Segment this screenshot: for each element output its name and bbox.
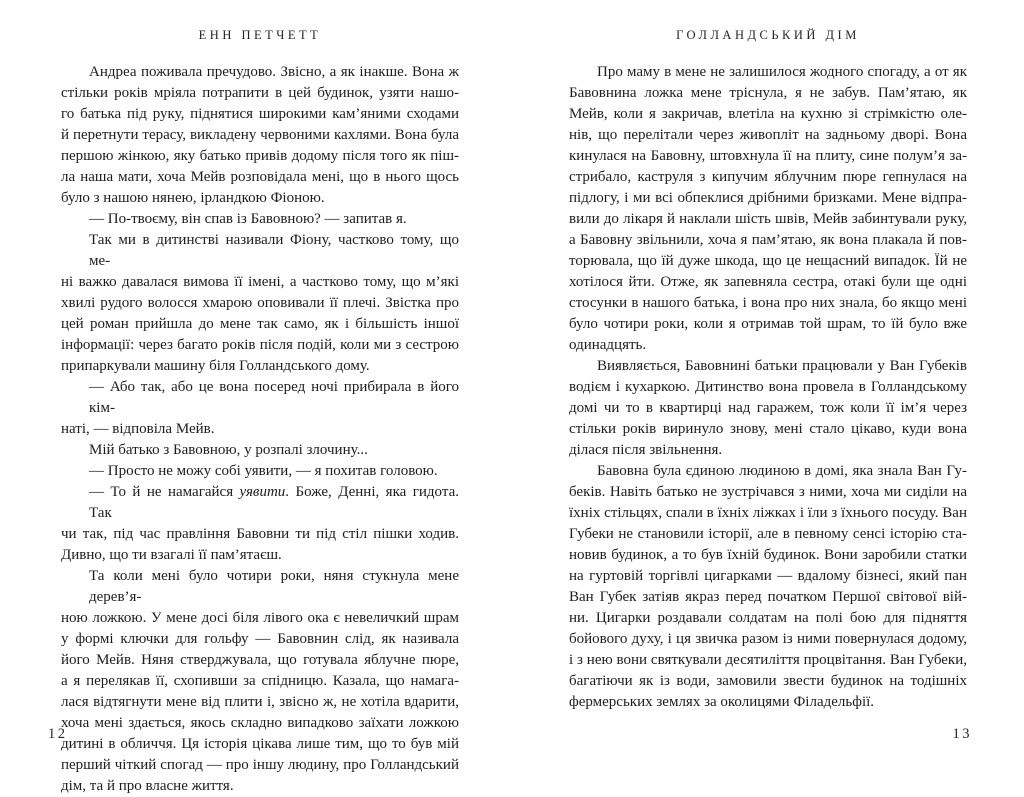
text-line: Мейв, коли я закричав, влетіла на кухню зі стрімкістю оле- (569, 106, 967, 122)
text-line: Губеки не становили історії, але в певному сенсі історію ста- (569, 526, 967, 542)
running-head-title: ГОЛЛАНДСЬКИЙ ДІМ (676, 28, 860, 42)
text-line: дім, та й про власне життя. (61, 778, 234, 794)
body-text-left (61, 62, 459, 797)
text-line: наті, — відповіла Мейв. (61, 421, 215, 437)
text-line: Мій батько з Бавовною, у розпалі злочину... (89, 442, 368, 458)
text-line: бойового духу, і ця звичка разом із ними повернулася додому, (569, 631, 967, 647)
text-line: стільки років виринуло знову, мені стало цікаво, куди вона (569, 421, 967, 437)
text-line: Виявляється, Бавовнині батьки працювали у Ван Губеків (597, 358, 967, 374)
text-line: — То й не намагайся уявити. Боже, Денні, яка гидота. Так (89, 484, 459, 521)
text-line: й перетнути терасу, викладену червоними кахлями. Вона була (61, 127, 459, 143)
text-line: на гуртовій торгівлі цигарками — вдалому бізнесі, який пан (569, 568, 967, 584)
text-line: беків. Навіть батько не зустрічався з ними, хоча ми сиділи на (569, 484, 967, 500)
text-line: було чотири роки, коли я отримав той шрам, то їй було вже (569, 316, 967, 332)
text-line: Бавовнина ложка мене тріснула, я не забув. Пам’ятаю, як (569, 85, 967, 101)
text-line: торювала, що їй дуже шкода, що це нещасний випадок. Їй не (569, 253, 967, 269)
text-line: ною ложкою. У мене досі біля лівого ока є невеличкий шрам (61, 610, 459, 626)
text-line: лася відтягнути мене від плити і, звісно ж, не хотіла вдарити, (61, 694, 459, 710)
text-line: і з нею вони святкували десятиліття процвітання. Ван Губеки, (569, 652, 967, 668)
text-line: чи так, під час правління Бавовни ти під стіл пішки ходив. (61, 526, 459, 542)
book-page-right (569, 0, 972, 768)
text-line: а Бавовну звільнили, хоча я пам’ятаю, як вона плакала й пов- (569, 232, 967, 248)
text-line: нів, що перелітали через живопліт на задньому дворі. Вона (569, 127, 967, 143)
text-line: хотілося йти. Отже, як запевняла сестра, отакі були ще одні (569, 274, 967, 290)
text-line: кинулася на Бавовну, штовхнула її на плиту, сине полум’я за- (569, 148, 967, 164)
text-line: ні важко давалася вимова її імені, а частково тому, що м’які (61, 274, 459, 290)
text-line: а я перелякав її, схопивши за спідницю. Казала, що намага- (61, 673, 459, 689)
text-line: Так ми в дитинстві називали Фіону, частково тому, що ме- (89, 232, 459, 269)
running-head-author: ЕНН ПЕТЧЕТТ (198, 28, 322, 42)
text-line: його Мейв. Няня стверджувала, що готувала яблучне пюре, (61, 652, 459, 668)
text-line: їхніх стільцях, спали в їхніх ліжках і їли з їхнього посуду. Ван (569, 505, 967, 521)
text-line: новив будинок, а то був їхній будинок. Вони заробили статки (569, 547, 967, 563)
text-line: цей роман прийшла до мене так само, як і більшість іншої (61, 316, 459, 332)
text-line: Ван Губек затіяв якраз перед початком Першої світової вій- (569, 589, 967, 605)
text-line: домі чи то в квартирці над гаражем, тож коли її ім’я через (569, 400, 967, 416)
text-line: стрибало, каструля з кипучим яблучним пюре гепнулася на (569, 169, 967, 185)
page-number-right: 13 (952, 726, 972, 742)
text-line: фермерських землях за околицями Філадельфії. (569, 694, 875, 710)
text-line: інформації: через багато років після подій, коли ми з сестрою (61, 337, 459, 353)
text-line: стільки років мріяла потрапити в цей будинок, узяти нашо- (61, 85, 459, 101)
text-line: — По-твоєму, він спав із Бавовною? — запитав я. (89, 211, 407, 227)
text-line: Дивно, що ти взагалі її пам’ятаєш. (61, 547, 282, 563)
text-line: підлогу, і ми всі обпеклися дрібними бризками. Мене відпра- (569, 190, 967, 206)
text-line: Андреа поживала пречудово. Звісно, а як інакше. Вона ж (89, 64, 459, 80)
body-text-right (569, 62, 967, 713)
text-line: дитині в обличчя. Ця історія цікава лише тим, що то був мій (61, 736, 459, 752)
text-line: було з нашою нянею, ірландкою Фіоною. (61, 190, 325, 206)
text-line: Про маму в мене не залишилося жодного спогаду, а от як (597, 64, 967, 80)
text-line: хоча мені здається, якось складно випадково заїхати ложкою (61, 715, 459, 731)
text-line: припаркували машину біля Голландського дому. (61, 358, 370, 374)
text-line: хвилі рудого волосся хмарою оповивали її плечі. Звістка про (61, 295, 459, 311)
text-line: водієм і кухаркою. Дитинство вона провела в Голландському (569, 379, 967, 395)
text-line: першою жінкою, яку батько привів додому після того як піш- (61, 148, 459, 164)
text-line: вили до лікаря й наклали шість швів, Мейв забинтували руку, (569, 211, 967, 227)
text-line: у формі ключки для гольфу — Бавовнин слід, як називала (61, 631, 459, 647)
text-line: — Або так, або це вона посеред ночі прибирала в його кім- (89, 379, 459, 416)
text-line: Та коли мені було чотири роки, няня стукнула мене дерев’я- (89, 568, 459, 605)
text-line: ни. Цигарки роздавали солдатам на полі бою для підняття (569, 610, 967, 626)
text-line: ла наша мати, хоча Мейв розповідала мені, що в нього щось (61, 169, 459, 185)
text-line: ділася після звільнення. (569, 442, 723, 458)
text-line: перший чіткий спогад — про іншу людину, про Голландський (61, 757, 459, 773)
text-line: — Просто не можу собі уявити, — я похитав головою. (89, 463, 438, 479)
text-line: одинадцять. (569, 337, 647, 353)
text-line: стосунки в нашого батька, і вона про них знала, бо якщо мені (569, 295, 967, 311)
text-line: го батька під руку, піднятися широкими кам’яними сходами (61, 106, 459, 122)
text-line: Бавовна була єдиною людиною в домі, яка знала Ван Гу- (597, 463, 967, 479)
book-page-left (48, 0, 459, 794)
page-number-left: 12 (48, 726, 68, 742)
text-line: багатіючи як із води, замовили звести будинок на тодішніх (569, 673, 967, 689)
